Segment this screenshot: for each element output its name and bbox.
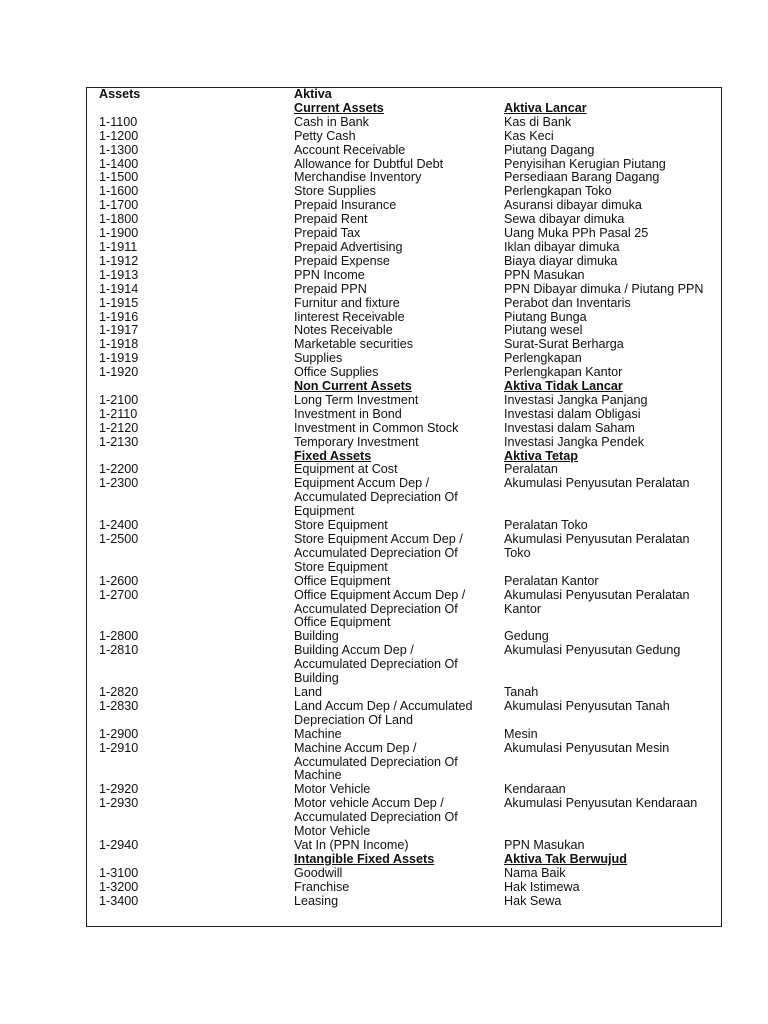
account-name-en — [294, 352, 504, 366]
account-name-en-line: Motor Vehicle — [294, 824, 371, 839]
account-code: 1-2830 — [99, 698, 139, 713]
account-row — [99, 171, 719, 185]
account-name-id: Akumulasi Penyusutan Peralatan Kantor — [504, 587, 690, 616]
account-row — [99, 408, 719, 422]
account-row — [99, 742, 719, 784]
account-name-id: Peralatan Toko — [504, 518, 588, 533]
account-name-en — [294, 686, 504, 700]
account-name-en-line: Building — [294, 629, 339, 644]
chart-of-accounts-table — [99, 88, 719, 908]
account-name-en — [294, 185, 504, 199]
account-code: 1-1918 — [99, 337, 139, 352]
account-name-en-line: Land — [294, 684, 323, 699]
account-name-id: PPN Masukan — [504, 837, 585, 852]
account-name-id: Akumulasi Penyusutan Gedung — [504, 643, 681, 658]
account-name-en — [294, 533, 504, 575]
account-row — [99, 297, 719, 311]
account-name-id: Surat-Surat Berharga — [504, 337, 624, 352]
account-code: 1-1913 — [99, 267, 139, 282]
account-code: 1-1912 — [99, 253, 139, 268]
account-name-en-line: Office Equipment Accum Dep / — [294, 587, 466, 602]
account-name-id: Perlengkapan — [504, 351, 582, 366]
account-name-en — [294, 171, 504, 185]
account-name-en — [294, 158, 504, 172]
account-name-en-line: Motor vehicle Accum Dep / — [294, 796, 444, 811]
section-title-id: Aktiva Tidak Lancar — [504, 379, 623, 394]
account-name-en — [294, 839, 504, 853]
account-name-id: Hak Istimewa — [504, 879, 580, 894]
account-name-id: Nama Baik — [504, 865, 566, 880]
account-row — [99, 867, 719, 881]
account-name-en-line: Merchandise Inventory — [294, 170, 422, 185]
account-name-id: Piutang Dagang — [504, 142, 595, 157]
account-code: 1-2800 — [99, 629, 139, 644]
account-code: 1-2820 — [99, 684, 139, 699]
account-name-en-line: Prepaid Expense — [294, 253, 390, 268]
account-name-id: Investasi Jangka Panjang — [504, 392, 648, 407]
account-row — [99, 533, 719, 575]
account-name-en-line: Depreciation Of Land — [294, 712, 414, 727]
account-name-en — [294, 519, 504, 533]
account-name-en-line: Furnitur and fixture — [294, 295, 400, 310]
account-code: 1-2300 — [99, 476, 139, 491]
account-name-en-line: Leasing — [294, 893, 339, 908]
account-name-en — [294, 116, 504, 130]
account-code: 1-2110 — [99, 406, 138, 421]
account-code: 1-2900 — [99, 726, 139, 741]
account-code: 1-1500 — [99, 170, 139, 185]
account-row — [99, 644, 719, 686]
account-name-en-line: Store Equipment — [294, 559, 388, 574]
account-name-en-line: Prepaid PPN — [294, 281, 367, 296]
account-name-en-line: Store Supplies — [294, 184, 376, 199]
section-title-en: Intangible Fixed Assets — [294, 851, 435, 866]
account-name-id: Mesin — [504, 726, 538, 741]
account-code: 1-1600 — [99, 184, 139, 199]
account-name-id: Piutang wesel — [504, 323, 583, 338]
table-header — [99, 88, 719, 102]
account-name-en-line: Office Equipment — [294, 615, 391, 630]
account-name-en-line: Store Equipment Accum Dep / — [294, 532, 463, 546]
account-row — [99, 213, 719, 227]
account-row — [99, 589, 719, 631]
section-title-id: Aktiva Lancar — [504, 100, 587, 115]
account-name-en-line: Temporary Investment — [294, 434, 419, 449]
account-code: 1-1915 — [99, 295, 139, 310]
account-row — [99, 227, 719, 241]
account-row — [99, 783, 719, 797]
account-name-en-line: Land Accum Dep / Accumulated — [294, 698, 473, 713]
account-code: 1-1100 — [99, 114, 138, 129]
account-name-en — [294, 408, 504, 422]
account-name-id: Persediaan Barang Dagang — [504, 170, 660, 185]
account-row — [99, 436, 719, 450]
account-name-en — [294, 338, 504, 352]
account-name-en-line: Building — [294, 671, 339, 686]
account-code: 1-3100 — [99, 865, 139, 880]
account-row — [99, 130, 719, 144]
account-name-en-line: Machine — [294, 768, 342, 783]
aktiva-header: Aktiva — [294, 87, 332, 101]
account-name-en — [294, 269, 504, 283]
account-code: 1-2400 — [99, 518, 139, 533]
account-name-en — [294, 297, 504, 311]
account-name-en-line: Prepaid Tax — [294, 226, 361, 241]
account-name-en — [294, 436, 504, 450]
account-code: 1-2200 — [99, 462, 139, 477]
account-row — [99, 797, 719, 839]
account-name-en — [294, 728, 504, 742]
account-name-en-line: Accumulated Depreciation Of — [294, 601, 458, 616]
account-name-id: Sewa dibayar dimuka — [504, 212, 625, 227]
account-name-en-line: Account Receivable — [294, 142, 406, 157]
account-name-en-line: PPN Income — [294, 267, 365, 282]
account-name-en — [294, 199, 504, 213]
account-code: 1-1400 — [99, 156, 139, 171]
account-name-en-line: Allowance for Dubtful Debt — [294, 156, 444, 171]
account-code: 1-2700 — [99, 587, 139, 602]
account-name-en — [294, 881, 504, 895]
account-name-id: PPN Dibayar dimuka / Piutang PPN — [504, 281, 704, 296]
account-row — [99, 338, 719, 352]
account-name-en — [294, 797, 504, 839]
account-code: 1-3200 — [99, 879, 139, 894]
account-row — [99, 700, 719, 728]
account-code: 1-2920 — [99, 782, 139, 797]
account-name-id: Asuransi dibayar dimuka — [504, 198, 642, 213]
account-name-id: Kas di Bank — [504, 114, 572, 129]
account-name-en-line: Machine — [294, 726, 342, 741]
account-row — [99, 352, 719, 366]
account-name-en-line: Accumulated Depreciation Of — [294, 754, 458, 769]
account-name-id: Penyisihan Kerugian Piutang — [504, 156, 666, 171]
account-name-en-line: Franchise — [294, 879, 350, 894]
account-name-en-line: Supplies — [294, 351, 343, 366]
account-name-id: Perabot dan Inventaris — [504, 295, 631, 310]
account-name-id: Uang Muka PPh Pasal 25 — [504, 226, 649, 241]
account-row — [99, 394, 719, 408]
account-row — [99, 575, 719, 589]
account-name-en — [294, 783, 504, 797]
account-name-id: PPN Masukan — [504, 267, 585, 282]
account-name-id: Investasi Jangka Pendek — [504, 434, 645, 449]
account-name-id: Piutang Bunga — [504, 309, 587, 324]
account-name-en-line: Long Term Investment — [294, 392, 419, 407]
account-name-en-line: Accumulated Depreciation Of — [294, 545, 458, 560]
account-name-en-line: Prepaid Advertising — [294, 239, 403, 254]
account-name-id: Investasi dalam Saham — [504, 420, 635, 435]
section-title-id: Aktiva Tetap — [504, 448, 578, 463]
account-row — [99, 158, 719, 172]
account-code: 1-1916 — [99, 309, 139, 324]
account-name-en — [294, 700, 504, 728]
account-name-en-line: Investment in Bond — [294, 406, 402, 421]
account-row — [99, 311, 719, 325]
account-code: 1-1300 — [99, 142, 139, 157]
account-name-en-line: Store Equipment — [294, 518, 388, 533]
section-title-en: Current Assets — [294, 100, 384, 115]
account-name-en — [294, 589, 504, 631]
account-name-en — [294, 644, 504, 686]
account-row — [99, 686, 719, 700]
account-code: 1-2130 — [99, 434, 139, 449]
account-row — [99, 269, 719, 283]
account-code: 1-1900 — [99, 226, 139, 241]
account-name-en — [294, 477, 504, 519]
account-rows — [99, 102, 719, 909]
account-code: 1-2600 — [99, 573, 139, 588]
account-name-en-line: Office Equipment — [294, 573, 391, 588]
account-name-en — [294, 366, 504, 380]
account-name-en — [294, 742, 504, 784]
account-row — [99, 881, 719, 895]
account-code: 1-1917 — [99, 323, 139, 338]
account-row — [99, 839, 719, 853]
account-name-en-line: Accumulated Depreciation Of — [294, 490, 458, 505]
account-code: 1-2500 — [99, 532, 139, 546]
account-row — [99, 324, 719, 338]
account-name-en — [294, 422, 504, 436]
account-name-en — [294, 575, 504, 589]
account-code: 1-1800 — [99, 212, 139, 227]
account-name-en — [294, 394, 504, 408]
account-name-en — [294, 213, 504, 227]
account-code: 1-2120 — [99, 420, 139, 435]
account-name-en — [294, 463, 504, 477]
account-name-id: Perlengkapan Kantor — [504, 365, 623, 380]
account-name-en — [294, 311, 504, 325]
account-row — [99, 366, 719, 380]
assets-header: Assets — [99, 87, 141, 101]
account-name-id: Peralatan — [504, 462, 558, 477]
account-row — [99, 116, 719, 130]
account-code: 1-1911 — [99, 239, 138, 254]
account-name-en-line: Equipment Accum Dep / — [294, 476, 430, 491]
account-name-en-line: Accumulated Depreciation Of — [294, 810, 458, 825]
account-name-id: Investasi dalam Obligasi — [504, 406, 641, 421]
section-heading-row — [99, 853, 719, 867]
account-name-id: Gedung — [504, 629, 549, 644]
account-row — [99, 422, 719, 436]
account-name-en-line: Vat In (PPN Income) — [294, 837, 409, 852]
section-title-en: Non Current Assets — [294, 379, 412, 394]
account-name-en — [294, 630, 504, 644]
account-name-en-line: Office Supplies — [294, 365, 379, 380]
account-name-en — [294, 241, 504, 255]
account-name-en-line: Prepaid Rent — [294, 212, 368, 227]
section-heading-row — [99, 380, 719, 394]
account-code: 1-1200 — [99, 128, 139, 143]
account-code: 1-1700 — [99, 198, 139, 213]
account-row — [99, 463, 719, 477]
section-heading-row — [99, 450, 719, 464]
account-row — [99, 283, 719, 297]
account-name-en-line: Equipment at Cost — [294, 462, 398, 477]
account-row — [99, 630, 719, 644]
account-name-en-line: Goodwill — [294, 865, 343, 880]
account-name-en — [294, 324, 504, 338]
account-name-en — [294, 130, 504, 144]
account-name-en-line: Accumulated Depreciation Of — [294, 657, 458, 672]
account-row — [99, 519, 719, 533]
account-name-en — [294, 144, 504, 158]
account-name-id: Hak Sewa — [504, 893, 562, 908]
section-title-en: Fixed Assets — [294, 448, 372, 463]
account-name-en — [294, 227, 504, 241]
account-name-en-line: Petty Cash — [294, 128, 356, 143]
account-name-id: Iklan dibayar dimuka — [504, 239, 620, 254]
account-row — [99, 199, 719, 213]
account-code: 1-3400 — [99, 893, 139, 908]
section-heading-row — [99, 102, 719, 116]
account-name-id: Kas Keci — [504, 128, 554, 143]
account-name-en-line: Equipment — [294, 504, 355, 519]
account-row — [99, 477, 719, 519]
account-name-en-line: Machine Accum Dep / — [294, 740, 417, 755]
account-name-en — [294, 255, 504, 269]
account-code: 1-1920 — [99, 365, 139, 380]
account-row — [99, 255, 719, 269]
account-name-id: Akumulasi Penyusutan Tanah — [504, 698, 670, 713]
account-name-id: Akumulasi Penyusutan Peralatan Toko — [504, 532, 690, 560]
account-name-en-line: Motor Vehicle — [294, 782, 371, 797]
account-row — [99, 144, 719, 158]
account-code: 1-2930 — [99, 796, 139, 811]
account-name-id: Biaya diayar dimuka — [504, 253, 618, 268]
account-code: 1-2910 — [99, 740, 139, 755]
account-name-id: Perlengkapan Toko — [504, 184, 612, 199]
account-name-id: Akumulasi Penyusutan Peralatan — [504, 476, 690, 491]
account-name-en-line: Iinterest Receivable — [294, 309, 405, 324]
account-code: 1-2940 — [99, 837, 139, 852]
account-name-en — [294, 283, 504, 297]
account-name-en-line: Marketable securities — [294, 337, 413, 352]
section-title-id: Aktiva Tak Berwujud — [504, 851, 627, 866]
account-name-en-line: Prepaid Insurance — [294, 198, 397, 213]
account-code: 1-2100 — [99, 392, 139, 407]
account-name-en — [294, 895, 504, 909]
account-name-en-line: Cash in Bank — [294, 114, 369, 129]
account-code: 1-2810 — [99, 643, 139, 658]
account-name-en-line: Notes Receivable — [294, 323, 393, 338]
account-row — [99, 895, 719, 909]
account-name-en-line: Investment in Common Stock — [294, 420, 459, 435]
account-name-en — [294, 867, 504, 881]
account-name-id: Tanah — [504, 684, 539, 699]
account-code: 1-1919 — [99, 351, 139, 366]
account-name-id: Akumulasi Penyusutan Kendaraan — [504, 796, 698, 811]
account-name-id: Akumulasi Penyusutan Mesin — [504, 740, 670, 755]
account-code: 1-1914 — [99, 281, 139, 296]
account-name-id: Peralatan Kantor — [504, 573, 599, 588]
account-row — [99, 241, 719, 255]
account-name-en-line: Building Accum Dep / — [294, 643, 414, 658]
account-name-id: Kendaraan — [504, 782, 566, 797]
account-row — [99, 185, 719, 199]
account-row — [99, 728, 719, 742]
